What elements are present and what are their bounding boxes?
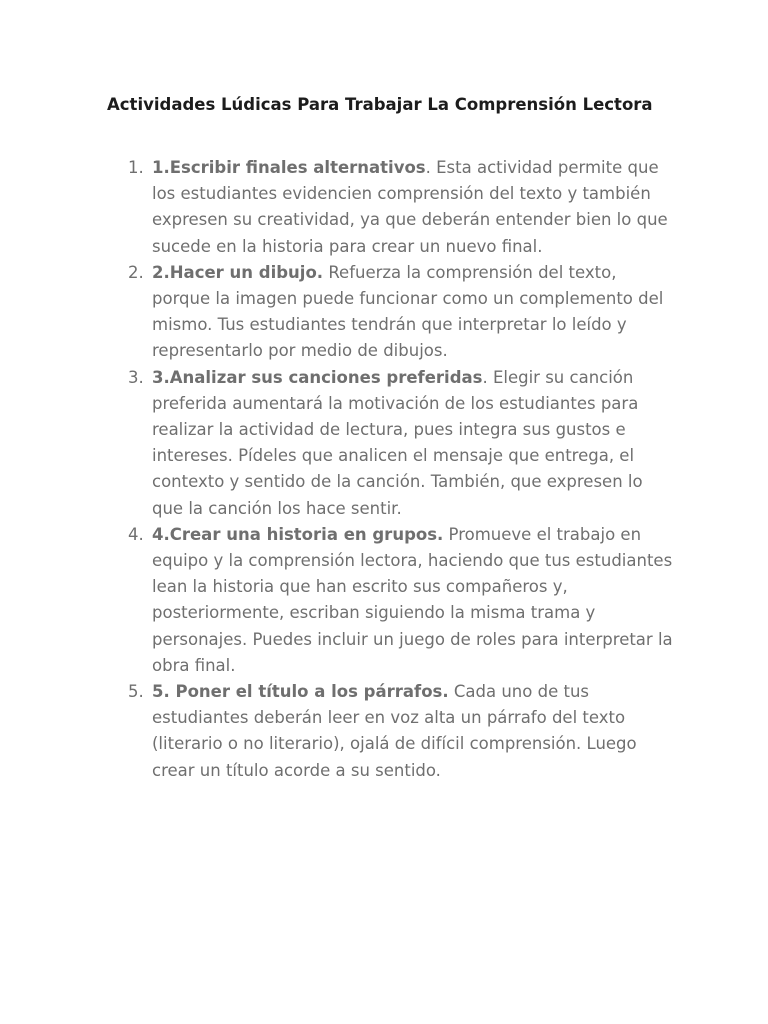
- activity-list: [128, 155, 677, 784]
- item-text: Refuerza la comprensión del texto, porque la imagen puede funcionar como un complemento del mismo. Tus estudiantes tendrán que interpretar lo leído y representarlo por medio de dibujos.: [152, 262, 664, 361]
- list-item: [128, 260, 677, 365]
- item-lead: 3.Analizar sus canciones preferidas: [152, 367, 483, 387]
- item-text: . Esta actividad permite que los estudiantes evidencien comprensión del texto y también expresen su creatividad, ya que deberán entender bien lo que sucede en la historia para crear un nuevo final.: [152, 158, 668, 256]
- list-number: 4.: [128, 524, 144, 544]
- item-text: Promueve el trabajo en equipo y la comprensión lectora, haciendo que tus estudiantes lean la historia que han escrito sus compañeros y, posteriormente, escriban siguiendo la misma trama y personajes. Puedes incluir un juego de roles para interpretar la obra final.: [152, 524, 673, 675]
- list-item: [128, 155, 677, 260]
- item-text: Cada uno de tus estudiantes deberán leer en voz alta un párrafo del texto (literario o no literario), ojalá de difícil comprensión. Luego crear un título acorde a su sentido.: [152, 682, 637, 780]
- list-number: 2.: [128, 262, 144, 282]
- item-lead: 4.Crear una historia en grupos.: [152, 524, 444, 544]
- item-lead: 2.Hacer un dibujo.: [152, 262, 324, 282]
- list-item: [128, 522, 677, 679]
- document-title: Actividades Lúdicas Para Trabajar La Comprensión Lectora: [107, 95, 653, 114]
- list-item: [128, 365, 677, 522]
- item-text: . Elegir su canción preferida aumentará la motivación de los estudiantes para realizar la actividad de lectura, pues integra sus gustos e intereses. Pídeles que analicen el mensaje que entrega, el contexto y sentido de la canción. También, que expresen lo que la canción los hace sentir.: [152, 367, 643, 518]
- item-lead: 5. Poner el título a los párrafos.: [152, 682, 449, 702]
- list-item: [128, 679, 677, 784]
- item-lead: 1.Escribir finales alternativos: [152, 158, 426, 177]
- list-number: 3.: [128, 367, 144, 387]
- list-number: 5.: [128, 682, 144, 702]
- list-number: 1.: [128, 158, 144, 177]
